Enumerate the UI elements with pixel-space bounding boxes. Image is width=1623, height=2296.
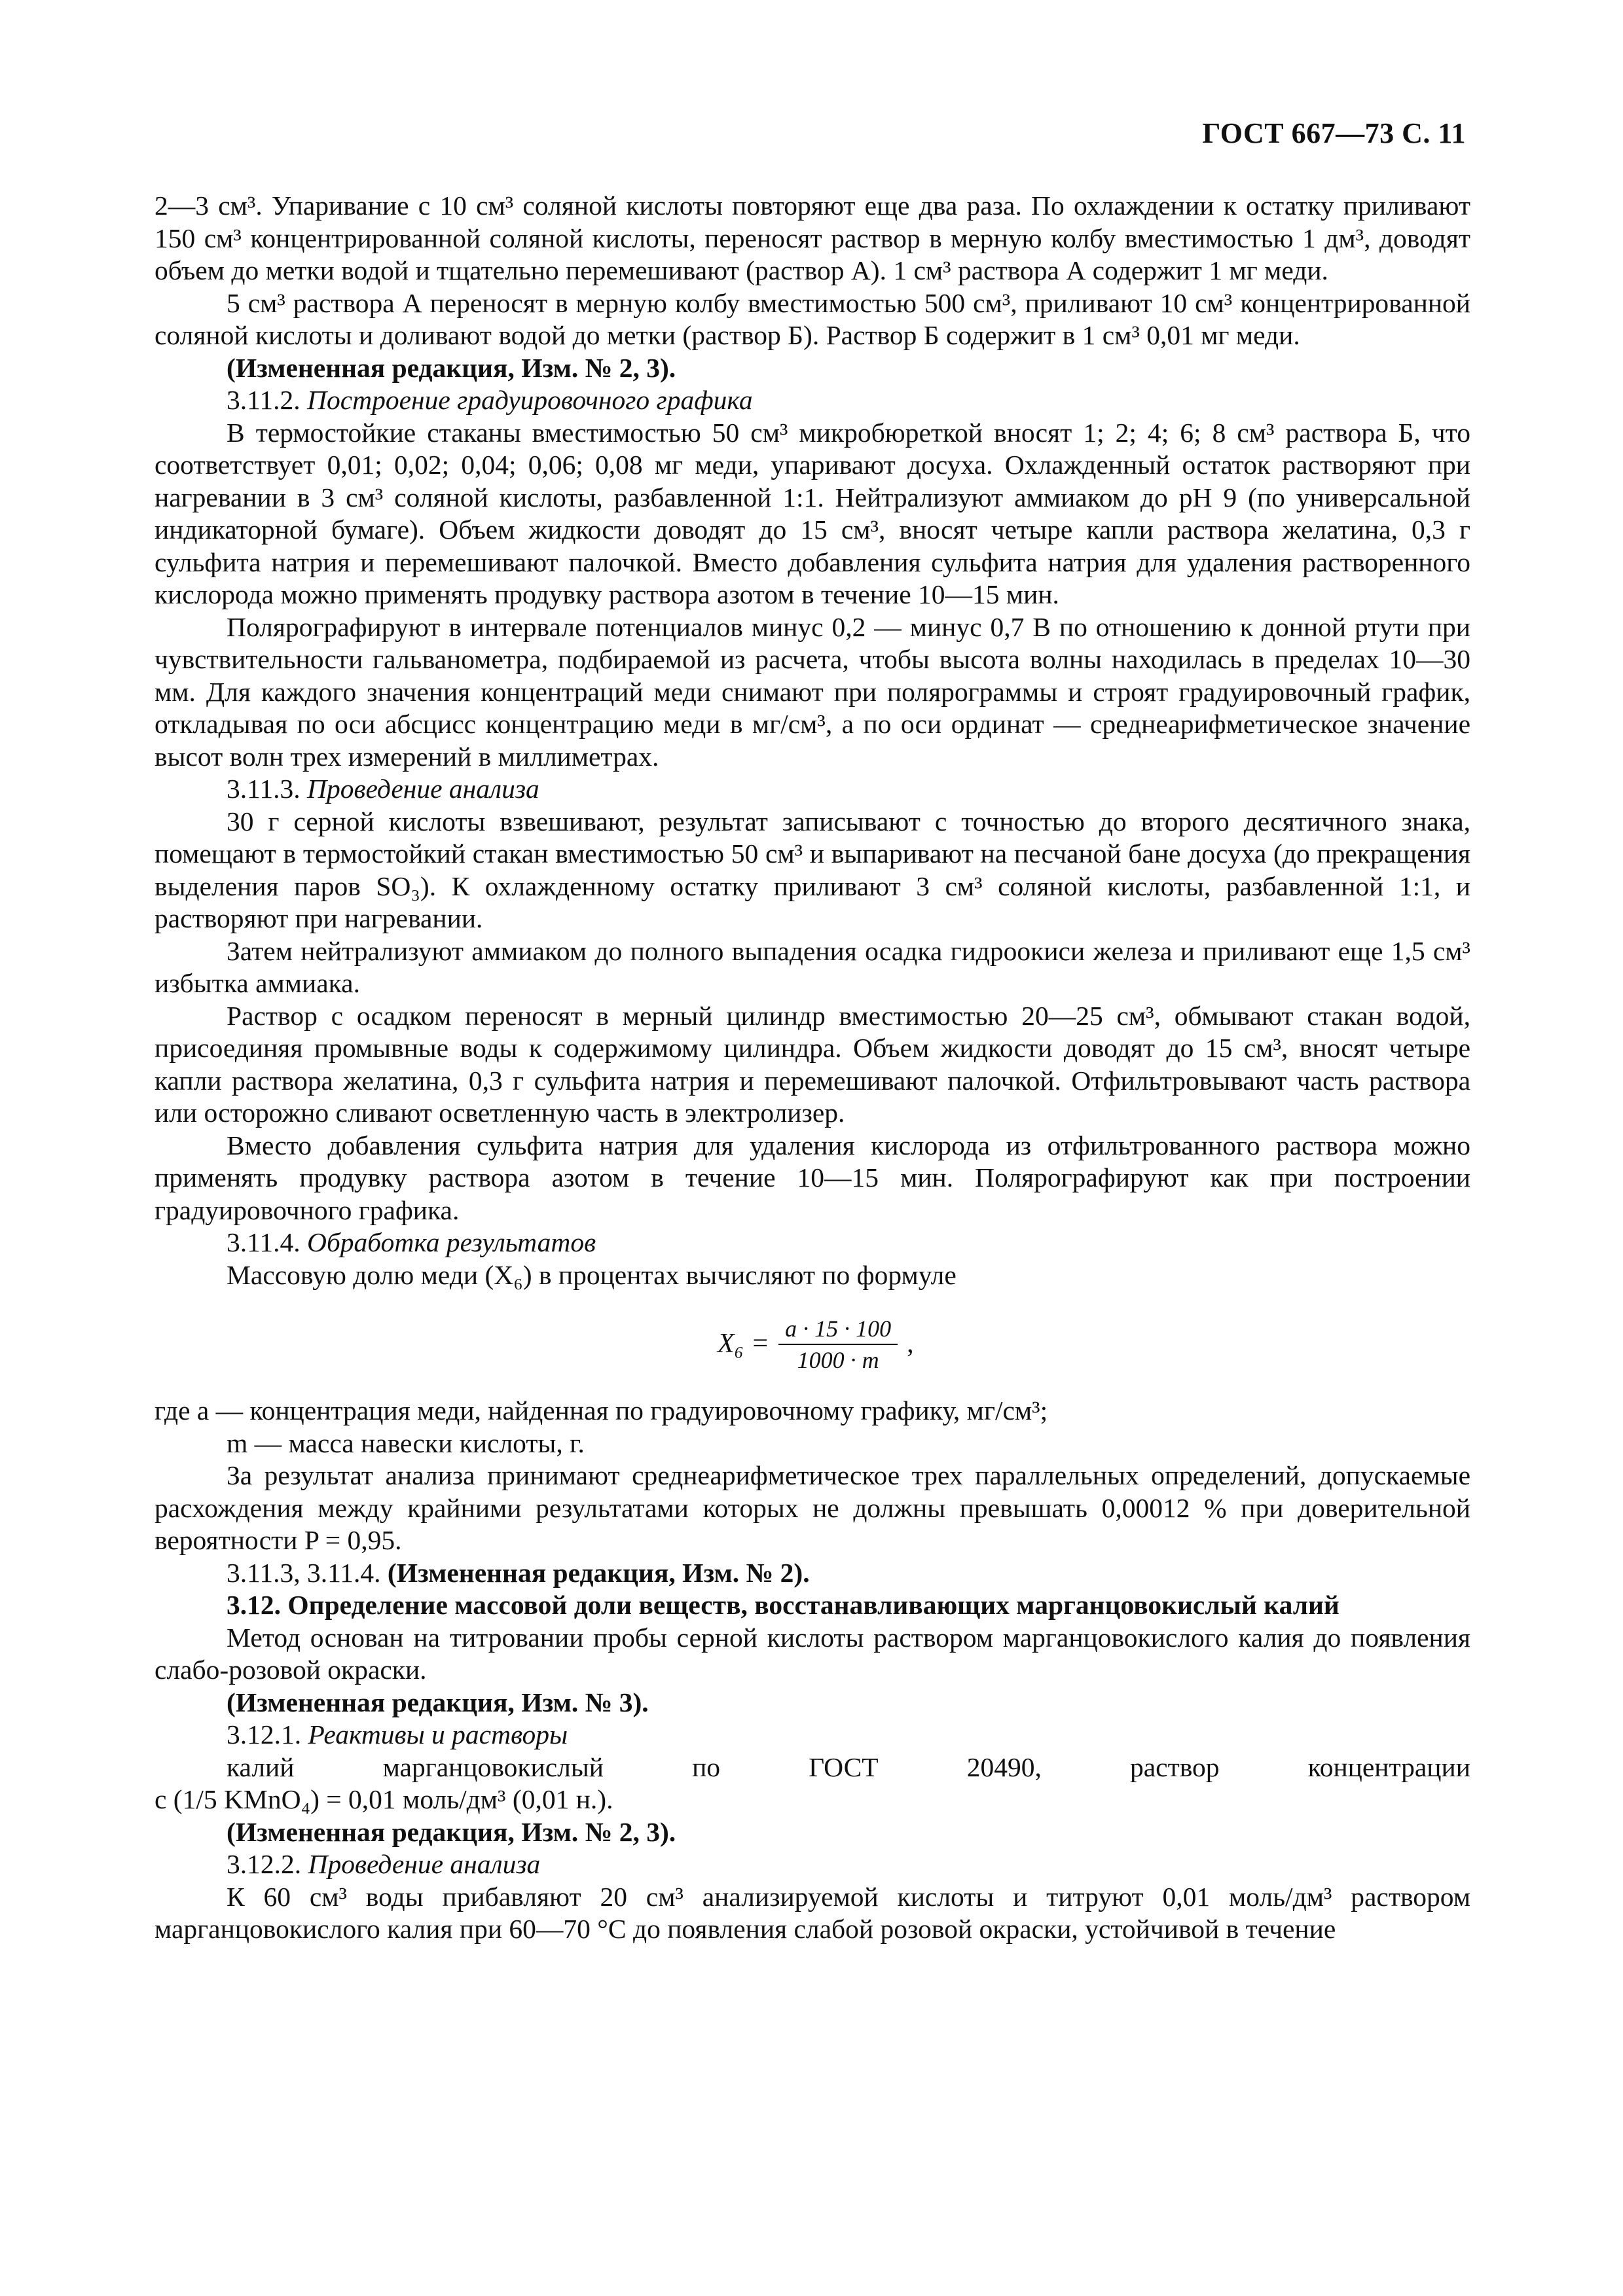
- section-heading: [155, 1227, 1470, 1259]
- paragraph: 2—3 см³. Упаривание с 10 см³ соляной кислоты повторяют еще два раза. По охлаждении к остатку приливают 150 см³ концентрированной соляной кислоты, переносят раствор в мерную колбу вместимостью 1 дм³, доводят объем до метки водой и тщательно перемешивают (раствор А). 1 см³ раствора А содержит 1 мг меди.: [155, 190, 1470, 285]
- section-title: Проведение анализа: [308, 1849, 541, 1879]
- section-heading: [155, 1848, 1470, 1881]
- amendment-note: (Измененная редакция, Изм. № 3).: [227, 1687, 649, 1717]
- formula-fraction: [778, 1315, 898, 1374]
- formula-tail: ,: [907, 1329, 914, 1359]
- section-number: 3.12.1.: [227, 1719, 302, 1749]
- amendment-note: (Измененная редакция, Изм. № 2).: [387, 1557, 810, 1588]
- section-heading: [155, 773, 1470, 806]
- paragraph: c (1/5 KMnO₄) = 0,01 моль/дм³ (0,01 н.).: [155, 1784, 613, 1814]
- paragraph: Затем нейтрализуют аммиаком до полного выпадения осадка гидроокиси железа и приливают еще 1,5 см³ избытка аммиака.: [155, 935, 1470, 998]
- reagent-line: [155, 1751, 1470, 1784]
- paragraph: За результат анализа принимают среднеарифметическое трех параллельных определений, допускаемые расхождения между крайними результатами которых не должны превышать 0,00012 % при доверительной вероятности P = 0,95.: [155, 1460, 1470, 1555]
- section-title: Построение градуировочного графика: [306, 385, 753, 415]
- reagent-word: по: [692, 1751, 721, 1782]
- formula: [718, 1315, 914, 1374]
- section-number: 3.11.3, 3.11.4.: [227, 1557, 381, 1588]
- amendment-line: [155, 1557, 1470, 1590]
- paragraph: Метод основан на титровании пробы серной кислоты раствором марганцовокислого калия до появления слабо-розовой окраски.: [155, 1622, 1470, 1685]
- page-header: ГОСТ 667—73 С. 11: [1202, 117, 1466, 149]
- section-title: Проведение анализа: [306, 774, 539, 804]
- section-heading: [155, 1719, 1470, 1751]
- paragraph: m — масса навески кислоты, г.: [227, 1427, 585, 1458]
- paragraph: где a — концентрация меди, найденная по градуировочному графику, мг/см³;: [155, 1395, 1048, 1426]
- amendment-note: (Измененная редакция, Изм. № 2, 3).: [227, 1816, 676, 1847]
- reagent-word: калий: [227, 1751, 295, 1782]
- section-heading: [155, 384, 1470, 417]
- paragraph: Массовую долю меди (X₆) в процентах вычисляют по формуле: [227, 1259, 957, 1290]
- paragraph: Вместо добавления сульфита натрия для удаления кислорода из отфильтрованного раствора можно применять продувку раствора азотом в течение 10—15 мин. Полярографируют как при построении градуировочного графика.: [155, 1130, 1470, 1225]
- formula-numerator: a · 15 · 100: [778, 1315, 898, 1345]
- section-number: 3.12.2.: [227, 1849, 302, 1879]
- paragraph: 30 г серной кислоты взвешивают, результат записывают с точностью до второго десятичного знака, помещают в термостойкий стакан вместимостью 50 см³ и выпаривают на песчаной бане досуха (до прекращения выделения паров SO₃). К охлажденному остатку приливают 3 см³ соляной кислоты, разбавленной 1:1, и растворяют при нагревании.: [155, 806, 1470, 933]
- section-title: Обработка результатов: [306, 1227, 596, 1257]
- paragraph: К 60 см³ воды прибавляют 20 см³ анализируемой кислоты и титруют 0,01 моль/дм³ раствором марганцовокислого калия при 60—70 °С до появления слабой розовой окраски, устойчивой в течение: [155, 1881, 1470, 1944]
- reagent-word: 20490,: [966, 1751, 1042, 1782]
- reagent-word: концентрации: [1307, 1751, 1470, 1782]
- paragraph: Полярографируют в интервале потенциалов минус 0,2 — минус 0,7 В по отношению к донной ртути при чувствительности гальванометра, подбираемой из расчета, чтобы высота волны находилась в пределах 10—30 мм. Для каждого значения концентраций меди снимают при полярограммы и строят градуировочный график, откладывая по оси абсцисс концентрацию меди в мг/см³, а по оси ординат — среднеарифметическое значение высот волн трех измерений в миллиметрах.: [155, 611, 1470, 772]
- paragraph: Раствор с осадком переносят в мерный цилиндр вместимостью 20—25 см³, обмывают стакан водой, присоединяя промывные воды к содержимому цилиндра. Объем жидкости доводят до 15 см³, вносят четыре капли раствора желатина, 0,3 г сульфита натрия и перемешивают палочкой. Отфильтровывают часть раствора или осторожно сливают осветленную часть в электролизер.: [155, 1000, 1470, 1128]
- formula-block: [155, 1315, 1470, 1375]
- formula-lhs: X₆ =: [718, 1329, 770, 1359]
- section-title: Реактивы и растворы: [308, 1719, 568, 1749]
- reagent-word: марганцовокислый: [382, 1751, 604, 1782]
- formula-denominator: 1000 · m: [797, 1347, 879, 1373]
- section-number: 3.11.4.: [227, 1227, 301, 1257]
- section-heading: 3.12. Определение массовой доли веществ, восстанавливающих марганцовокислый калий: [227, 1590, 1340, 1620]
- reagent-word: ГОСТ: [809, 1751, 879, 1782]
- paragraph: 5 см³ раствора А переносят в мерную колбу вместимостью 500 см³, приливают 10 см³ концентрированной соляной кислоты и доливают водой до метки (раствор Б). Раствор Б содержит в 1 см³ 0,01 мг меди.: [155, 287, 1470, 350]
- section-number: 3.11.3.: [227, 774, 301, 804]
- paragraph: В термостойкие стаканы вместимостью 50 см³ микробюреткой вносят 1; 2; 4; 6; 8 см³ раствора Б, что соответствует 0,01; 0,02; 0,04; 0,06; 0,08 мг меди, упаривают досуха. Охлажденный остаток растворяют при нагревании в 3 см³ соляной кислоты, разбавленной 1:1. Нейтрализуют аммиаком до pH 9 (по универсальной индикаторной бумаге). Объем жидкости доводят до 15 см³, вносят четыре капли раствора желатина, 0,3 г сульфита натрия и перемешивают палочкой. Вместо добавления сульфита натрия для удаления растворенного кислорода можно применять продувку раствора азотом в течение 10—15 мин.: [155, 417, 1470, 609]
- document-body: [155, 190, 1470, 1946]
- section-number: 3.11.2.: [227, 385, 301, 415]
- amendment-note: (Измененная редакция, Изм. № 2, 3).: [227, 352, 676, 383]
- reagent-word: раствор: [1129, 1751, 1220, 1782]
